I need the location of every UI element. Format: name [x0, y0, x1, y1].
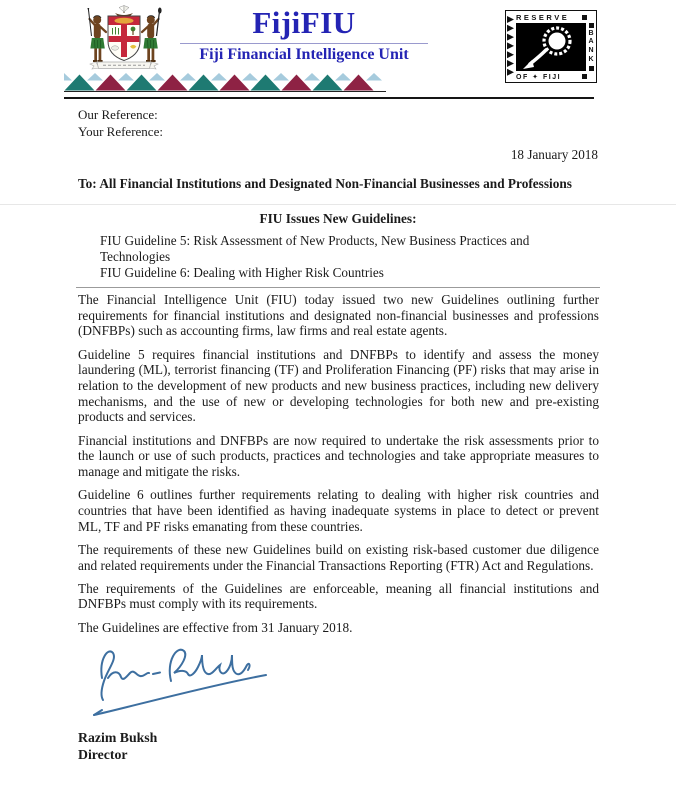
nautilus-shell-icon: [516, 23, 586, 71]
body-paragraph: The Financial Intelligence Unit (FIU) today issued two new Guidelines outlining further requirements for financial institutions and designated non-financial businesses and professions (DNFBPs) such as accounting firms, law firms and real estate agents.: [78, 292, 599, 339]
handwritten-signature: [86, 626, 291, 727]
masthead-divider: [180, 43, 428, 44]
body-paragraph: Guideline 5 requires financial institutions and DNFBPs to identify and assess the money laundering (ML), terrorist financing (TF) and Proliferation Financing (PF) risks that may arise in relation to the development of new products and new business practices, including new delivery mechanisms, and the use of new or developing technologies for both new and pre-existing products and services.: [78, 346, 599, 425]
reference-block: [78, 107, 163, 140]
signatory-title: Director: [78, 747, 128, 762]
stamp-corner-square: [589, 23, 594, 28]
body-paragraph: The Guidelines are effective from 31 January 2018.: [78, 619, 353, 635]
stamp-corner-square: [589, 66, 594, 71]
your-reference-label: Your Reference:: [78, 123, 163, 139]
stamp-bank-label: B A N K: [588, 29, 594, 63]
org-full-name: Fiji Financial Intelligence Unit: [199, 46, 409, 63]
faint-divider: [0, 204, 676, 205]
stamp-corner-square: [582, 15, 587, 20]
masthead: [168, 6, 440, 64]
fiji-coat-of-arms-icon: [70, 5, 178, 78]
letter-body: [78, 292, 599, 643]
triangle-border-pattern: [64, 72, 386, 92]
stamp-reserve-label: RESERVE: [516, 12, 570, 22]
subject-heading: FIU Issues New Guidelines:: [259, 211, 417, 226]
stamp-triangle-strip: [507, 15, 515, 82]
recipient-line: To: All Financial Institutions and Designated Non-Financial Businesses and Professions: [78, 176, 572, 191]
guidelines-list: [100, 233, 570, 281]
body-top-rule: [76, 287, 600, 288]
body-paragraph: The requirements of the Guidelines are enforceable, meaning all financial institutions and DNFBPs must comply with its requirements.: [78, 580, 599, 612]
stamp-corner-square: [582, 74, 587, 79]
body-paragraph: Guideline 6 outlines further requirements relating to dealing with higher risk countries and countries that have been identified as having inadequate systems in place to detect or prevent ML, TF and PF risks emanating from these countries.: [78, 487, 599, 534]
org-short-name: FijiFIU: [252, 5, 356, 40]
guideline-item: FIU Guideline 5: Risk Assessment of New Products, New Business Practices and Technologies: [100, 233, 530, 264]
letter-date: 18 January 2018: [510, 147, 598, 162]
guideline-item: FIU Guideline 6: Dealing with Higher Risk Countries: [100, 265, 384, 280]
signatory-name: Razim Buksh: [78, 730, 158, 745]
our-reference-label: Our Reference:: [78, 107, 158, 122]
letterhead-rule: [64, 97, 594, 99]
body-paragraph: The requirements of these new Guidelines build on existing risk-based customer due diligence and related requirements under the Financial Transactions Reporting (FTR) Act and Regulations.: [78, 541, 599, 573]
reserve-bank-of-fiji-stamp: [505, 10, 597, 83]
signatory-block: [78, 729, 157, 763]
body-paragraph: Financial institutions and DNFBPs are now required to undertake the risk assessments prior to the launch or use of such products, practices and technologies and take appropriate measures to manage and mitigate the risks.: [78, 432, 599, 480]
stamp-of-fiji-label: OF ✦ FIJI: [516, 73, 562, 81]
